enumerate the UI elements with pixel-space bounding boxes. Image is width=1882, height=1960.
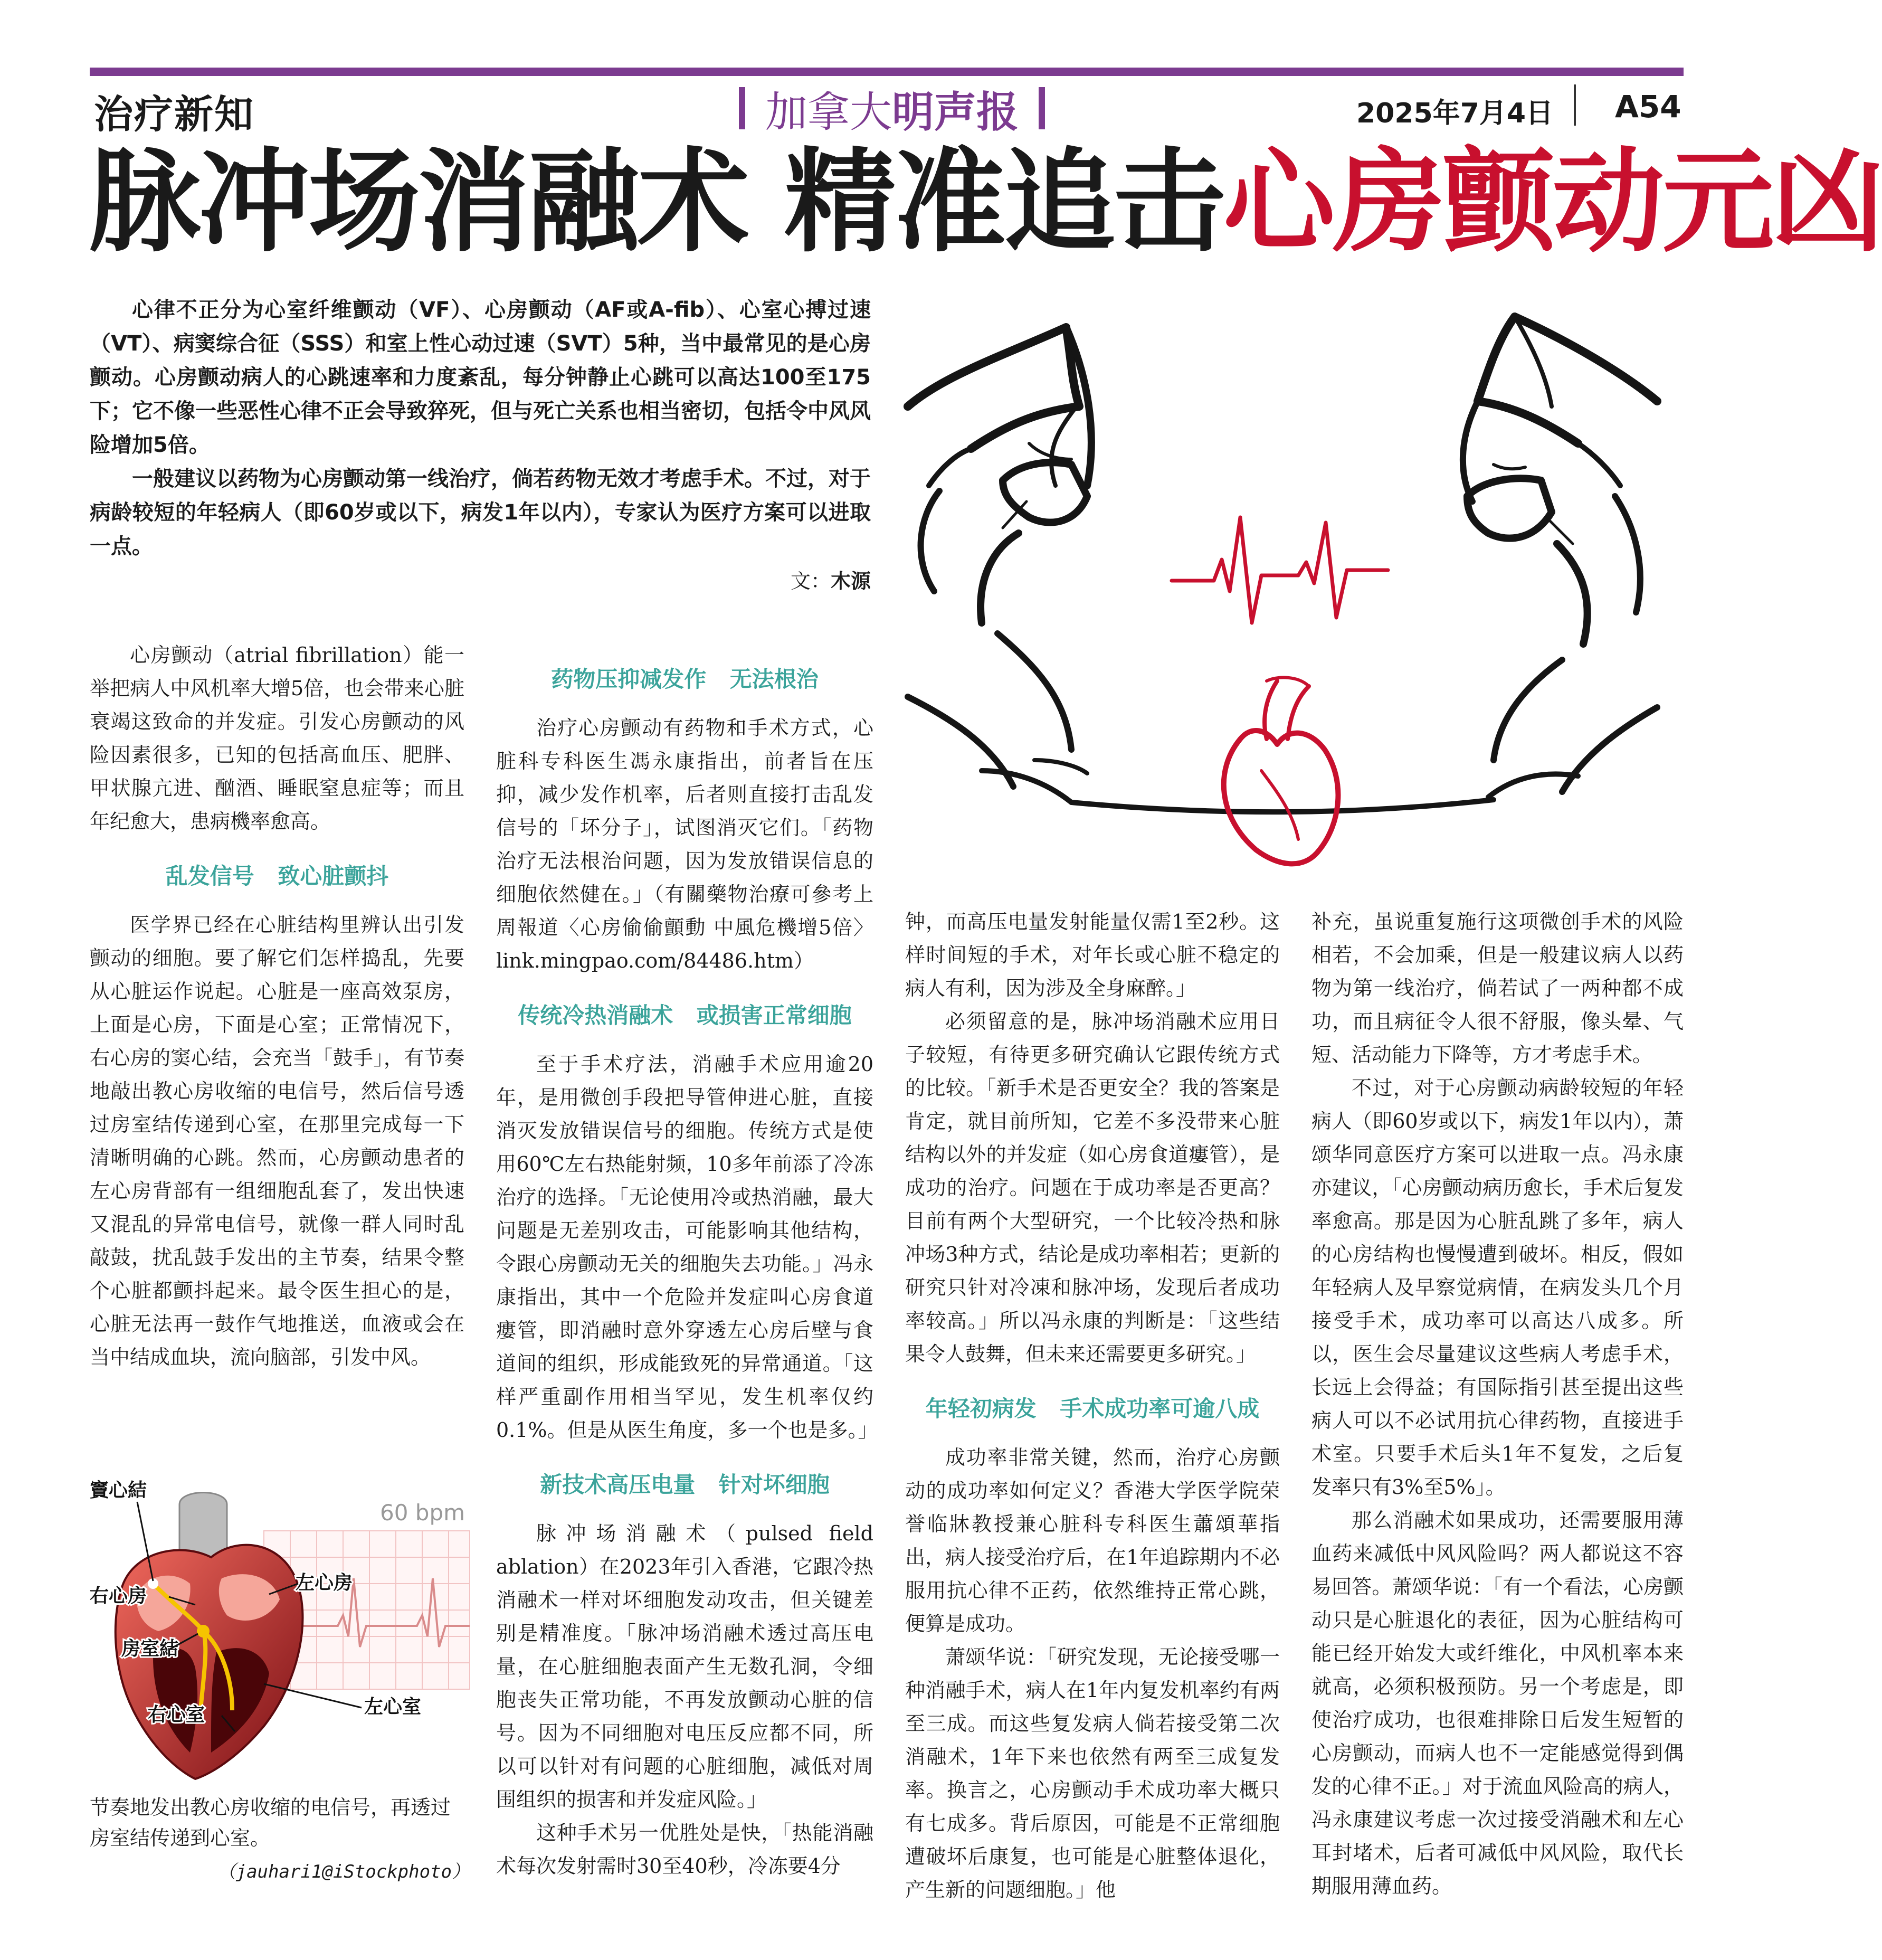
subheading: 年轻初病发 手术成功率可逾八成 — [925, 1396, 1260, 1422]
masthead-name — [765, 78, 1019, 139]
body-paragraph: 这种手术另一优胜处是快，「热能消融术每次发射需时30至40秒，冷冻要4分 — [496, 1821, 873, 1878]
header-divider — [1574, 84, 1576, 126]
surgeons-illustration — [897, 296, 1668, 882]
ecg-trace-icon — [1172, 517, 1388, 623]
label-left-ventricle: 左心室 — [364, 1696, 422, 1718]
body-paragraph: 成功率非常关键，然而，治疗心房颤动的成功率如何定义？香港大学医学院荣誉临牀教授兼心脏科专科医生蕭頌華指出，病人接受治疗后，在1年追踪期内不必服用抗心律不正药，依然维持正常心跳，便算是成功。 — [905, 1446, 1280, 1635]
body-paragraph: 心房颤动（atrial fibrillation）能一举把病人中风机率大增5倍，也会带来心脏衰竭这致命的并发症。引发心房颤动的风险因素很多，已知的包括高血压、肥胖、甲状腺亢进、酗酒、睡眠窒息症等；而且年纪愈大，患病機率愈高。 — [90, 643, 464, 833]
subheading: 药物压抑减发作 无法根治 — [551, 666, 819, 692]
heart-body-icon — [116, 1545, 303, 1779]
label-right-ventricle: 右心室 — [148, 1704, 205, 1726]
subheading: 乱发信号 致心脏颤抖 — [165, 863, 389, 889]
lead-paragraph: 心律不正分为心室纤维颤动（VF）、心房颤动（AF或A-fib）、心室心搏过速（VT）、病窦综合征（SSS）和室上性心动过速（SVT）5种，当中最常见的是心房颤动。心房颤动病人的心跳速率和力度紊乱，每分钟静止心跳可以高达100至175下；它不像一些恶性心律不正会导致猝死，但与死亡关系也相当密切，包括令中风风险增加5倍。 — [90, 298, 871, 457]
heart-diagram — [90, 1457, 470, 1784]
body-paragraph: 至于手术疗法，消融手术应用逾20年，是用微创手段把导管伸进心脏，直接消灭发放错误信号的细胞。传统方式是使用60℃左右热能射频，10多年前添了冷冻治疗的选择。「无论使用冷或热消融，最大问题是无差别攻击，可能影响其他结构，令跟心房颤动无关的细胞失去功能。」冯永康指出，其中一个危险并发症叫心房食道瘻管，即消融时意外穿透左心房后壁与食道间的组织，形成能致死的异常通道。「这样严重副作用相当罕见，发生机率仅约0.1%。但是从医生角度，多一个也是多。」 — [496, 1053, 878, 1442]
byline-label: 文： — [790, 570, 831, 593]
article-column-2 — [496, 662, 878, 1883]
masthead-prefix: 加拿大 — [765, 87, 892, 137]
article-column-4 — [1311, 905, 1684, 1903]
body-paragraph: 不过，对于心房颤动病龄较短的年轻病人（即60岁或以下，病发1年以内），萧颂华同意医疗方案可以进取一点。冯永康亦建议，「心房颤动病历愈长，手术后复发率愈高。那是因为心脏乱跳了多年，病人的心房结构也慢慢遭到破坏。相反，假如年轻病人及早察觉病情，在病发头几个月接受手术，成功率可以高达八成多。所以，医生会尽量建议这些病人考虑手术，长远上会得益；有国际指引甚至提出这些病人可以不必试用抗心律药物，直接进手术室。只要手术后头1年不复发，之后复发率只有3%至5%」。 — [1311, 1076, 1684, 1499]
label-right-atrium: 右心房 — [90, 1585, 147, 1607]
body-paragraph: 必须留意的是，脉冲场消融术应用日子较短，有待更多研究确认它跟传统方式的比较。「新手术是否更安全？我的答案是肯定，就目前所知，它差不多没带来心脏结构以外的并发症（如心房食道瘻管），是成功的治疗。问题在于成功率是否更高？目前有两个大型研究，一个比较冷热和脉冲场3种方式，结论是成功率相若；更新的研究只针对冷凍和脉冲场，发现后者成功率较高。」所以冯永康的判断是：「这些结果令人鼓舞，但未来还需要更多研究。」 — [905, 1010, 1280, 1366]
top-rule — [90, 68, 1684, 76]
byline — [786, 565, 871, 594]
bpm-label: 60 bpm — [380, 1500, 465, 1526]
body-paragraph: 补充，虽说重复施行这项微创手术的风险相若，不会加乘，但是一般建议病人以药物为第一线治疗，倘若试了一两种都不成功，而且病征令人很不舒服，像头晕、气短、活动能力下降等，方才考虑手术。 — [1311, 910, 1684, 1066]
body-paragraph: 钟，而高压电量发射能量仅需1至2秒。这样时间短的手术，对年长或心脏不稳定的病人有利，因为涉及全身麻醉。」 — [905, 910, 1280, 1000]
label-av-node: 房室結 — [121, 1638, 179, 1660]
figure-caption: 节奏地发出教心房收缩的电信号，再透过房室结传递到心室。 — [90, 1796, 451, 1850]
label-left-atrium: 左心房 — [296, 1572, 353, 1594]
right-surgeon — [1463, 317, 1657, 797]
masthead — [723, 79, 1061, 137]
masthead-brand: 明声报 — [892, 87, 1019, 137]
article-column-3 — [905, 905, 1280, 1907]
section-title: 治疗新知 — [94, 92, 254, 137]
headline — [89, 136, 1882, 267]
headline-highlight: 心房颤动元凶 — [1223, 136, 1882, 267]
headline-main: 脉冲场消融术 精准追击 — [89, 136, 1223, 267]
left-surgeon — [908, 327, 1091, 802]
photo-credit: （jauhari1@iStockphoto） — [217, 1861, 470, 1882]
masthead-bar-right — [1039, 87, 1045, 129]
av-node-icon — [197, 1625, 210, 1637]
issue-date: 2025年7月4日 — [1356, 98, 1554, 129]
body-paragraph: 萧颂华说：「研究发现，无论接受哪一种消融手术，病人在1年内复发机率约有两至三成。而这些复发病人倘若接受第二次消融术，1年下来也依然有两至三成复发率。换言之，心房颤动手术成功率大概只有七成多。背后原因，可能是不正常细胞遭破坏后康复，也可能是心脏整体退化，产生新的问题细胞。」他 — [905, 1645, 1280, 1901]
masthead-bar-left — [739, 87, 745, 129]
label-sa-node: 竇心結 — [90, 1480, 147, 1501]
page-number: A54 — [1615, 89, 1681, 125]
body-paragraph: 医学界已经在心脏结构里辨认出引发颤动的细胞。要了解它们怎样捣乱，先要从心脏运作说起。心脏是一座高效泵房，上面是心房，下面是心室；正常情况下，右心房的窦心结，会充当「鼓手」，有节奏地敲出教心房收缩的电信号，然后信号透过房室结传递到心室，在那里完成每一下清晰明确的心跳。然而，心房颤动患者的左心房背部有一组细胞乱套了，发出快速又混乱的异常电信号，就像一群人同时乱敲鼓，扰乱鼓手发出的主节奏，结果令整个心脏都颤抖起来。最令医生担心的是，心脏无法再一鼓作气地推送，血液或会在当中结成血块，流向脑部，引发中风。 — [90, 913, 464, 1369]
article-column-1 — [90, 639, 464, 1374]
subheading: 传统冷热消融术 或损害正常细胞 — [518, 1002, 852, 1028]
lead-paragraph: 一般建议以药物为心房颤动第一线治疗，倘若药物无效才考虑手术。不过，对于病龄较短的年轻病人（即60岁或以下，病发1年以内），专家认为医疗方案可以进取一点。 — [90, 467, 871, 558]
heart-icon — [1224, 677, 1338, 864]
subheading: 新技术高压电量 针对坏细胞 — [540, 1472, 830, 1498]
body-paragraph: 治疗心房颤动有药物和手术方式，心脏科专科医生馮永康指出，前者旨在压抑，减少发作机率，后者则直接打击乱发信号的「坏分子」，试图消灭它们。「药物治疗无法根治问题，因为发放错误信息的细胞依然健在。」（有關藥物治療可參考上周報道〈心房偷偷顫動 中風危機增5倍〉link.mingpao.com/84486.htm） — [496, 716, 873, 972]
body-paragraph: 脉冲场消融术（pulsed field ablation）在2023年引入香港，它跟冷热消融术一样对坏细胞发动攻击，但关键差别是精准度。「脉冲场消融术透过高压电量，在心脏细胞表面产生无数孔洞，令细胞丧失正常功能，不再发放颤动心脏的信号。因为不同细胞对电压反应都不同，所以可以针对有问题的心脏细胞，减低对周围组织的损害和并发症风险。」 — [496, 1522, 873, 1811]
byline-author: 木源 — [830, 570, 871, 593]
lead-paragraphs — [90, 293, 871, 563]
body-paragraph: 那么消融术如果成功，还需要服用薄血药来减低中风风险吗？两人都说这不容易回答。萧颂华说：「有一个看法，心房颤动只是心脏退化的表征，因为心脏结构可能已经开始发大或纤维化，中风机率本来就高，必须积极预防。另一个考虑是，即使治疗成功，也很难排除日后发生短暂的心房颤动，而病人也不一定能感觉得到偶发的心律不正。」对于流血风险高的病人，冯永康建议考虑一次过接受消融术和左心耳封堵术，后者可减低中风风险，取代长期服用薄血药。 — [1311, 1509, 1684, 1898]
